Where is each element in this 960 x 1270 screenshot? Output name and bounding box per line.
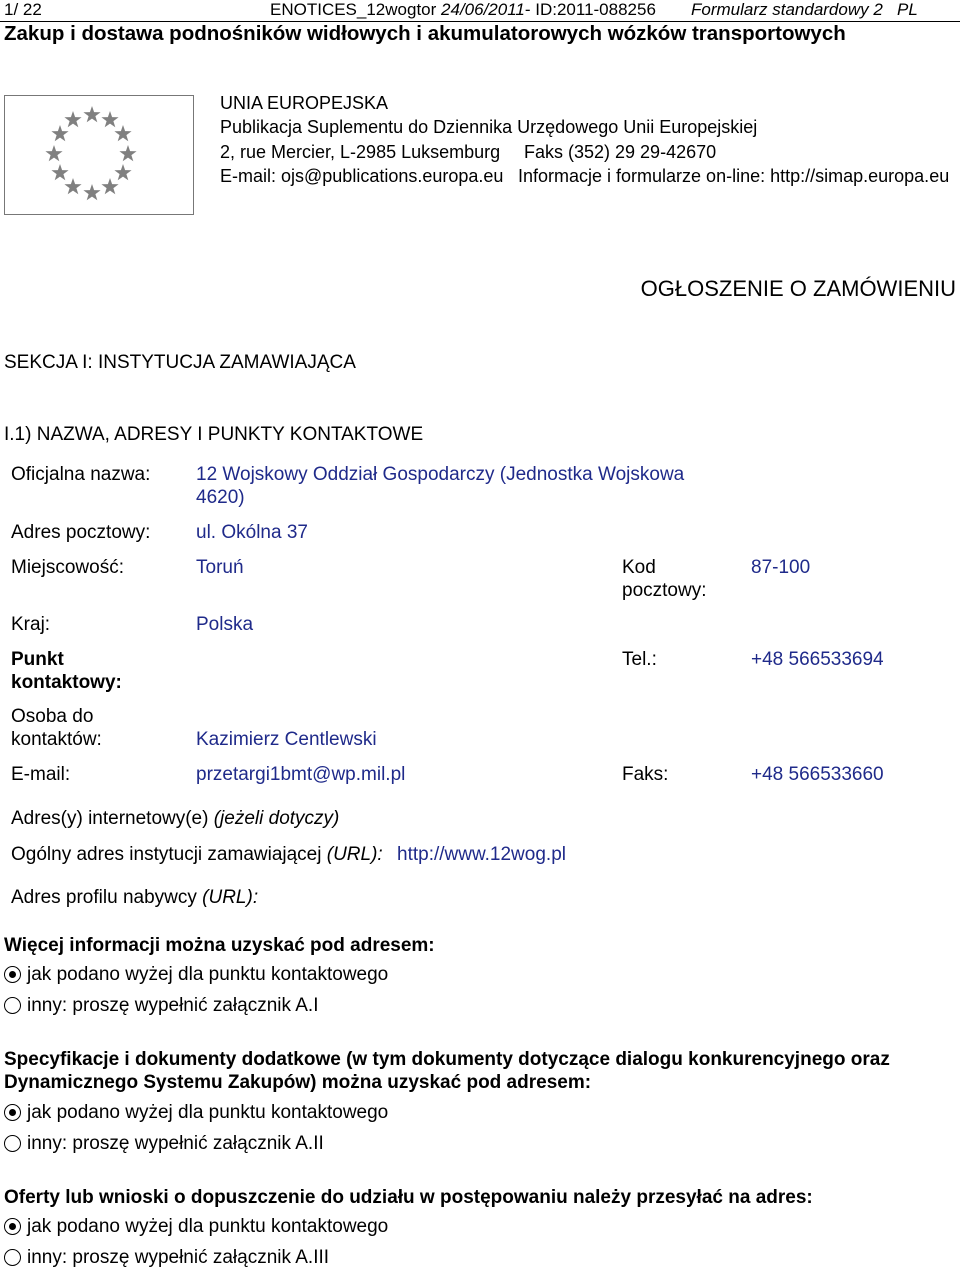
publisher-fax: Faks (352) 29 29-42670 xyxy=(524,142,717,162)
buyer-profile-label xyxy=(11,887,258,909)
person-label-line1: Osoba do xyxy=(11,706,94,727)
publisher-union: UNIA EUROPEJSKA xyxy=(220,93,389,113)
radio-checked-icon[interactable] xyxy=(4,1218,21,1235)
person-label-line2: kontaktów: xyxy=(11,729,102,750)
postcode-value: 87-100 xyxy=(751,557,811,578)
eu-flag-logo xyxy=(4,95,194,215)
city-label: Miejscowość: xyxy=(11,557,124,578)
general-address-url-label: (URL): xyxy=(326,844,383,865)
section-title: SEKCJA I: INSTYTUCJA ZAMAWIAJĄCA xyxy=(4,352,356,373)
postcode-label-line1: Kod xyxy=(622,557,656,578)
country-label: Kraj: xyxy=(11,614,51,635)
publisher-address: 2, rue Mercier, L-2985 Luksemburg xyxy=(220,142,501,162)
email-label: E-mail: xyxy=(11,764,71,785)
subsection-title: I.1) NAZWA, ADRESY I PUNKTY KONTAKTOWE xyxy=(4,424,424,445)
specs-option-1: jak podano wyżej dla punktu kontaktowego xyxy=(27,1102,389,1123)
fax-value: +48 566533660 xyxy=(751,764,884,785)
official-name-label: Oficjalna nazwa: xyxy=(11,464,151,485)
offers-option-2: inny: proszę wypełnić załącznik A.III xyxy=(27,1247,330,1268)
tel-value: +48 566533694 xyxy=(751,649,884,670)
publisher-publication: Publikacja Suplementu do Dziennika Urzędowego Unii Europejskiej xyxy=(220,117,758,137)
radio-checked-icon[interactable] xyxy=(4,1104,21,1121)
fax-label: Faks: xyxy=(622,764,669,785)
tel-label: Tel.: xyxy=(622,649,657,670)
radio-checked-icon[interactable] xyxy=(4,966,21,983)
internet-heading xyxy=(11,808,339,830)
specs-heading-line2: Dynamicznego Systemu Zakupów) można uzyskać pod adresem: xyxy=(4,1072,592,1093)
contact-point-label-line2: kontaktowy: xyxy=(11,672,122,693)
general-address-text: Ogólny adres instytucji zamawiającej xyxy=(11,844,322,865)
postal-address-label: Adres pocztowy: xyxy=(11,522,151,543)
radio-unchecked-icon[interactable] xyxy=(4,1249,21,1266)
offers-heading: Oferty lub wnioski o dopuszczenie do udziału w postępowaniu należy przesyłać na adres: xyxy=(4,1187,813,1208)
notice-date: 24/06/2011 xyxy=(441,0,525,19)
official-name-line1: 12 Wojskowy Oddział Gospodarczy (Jednostka Wojskowa xyxy=(196,464,685,485)
email-value[interactable]: przetargi1bmt@wp.mil.pl xyxy=(196,764,406,785)
page-number: 1/ 22 xyxy=(4,0,42,19)
more-info-option-1: jak podano wyżej dla punktu kontaktowego xyxy=(27,964,389,985)
publisher-info: Informacje i formularze on-line: http://simap.europa.eu xyxy=(518,166,950,186)
person-value: Kazimierz Centlewski xyxy=(196,729,377,750)
buyer-profile-url-label: (URL): xyxy=(202,887,259,908)
notice-title: OGŁOSZENIE O ZAMÓWIENIU xyxy=(640,276,956,301)
internet-heading-label: Adres(y) internetowy(e) xyxy=(11,808,209,829)
specs-option-2: inny: proszę wypełnić załącznik A.II xyxy=(27,1133,324,1154)
language-code: PL xyxy=(896,0,918,19)
internet-heading-note: (jeżeli dotyczy) xyxy=(213,808,340,829)
official-name-line2: 4620) xyxy=(196,487,245,508)
notice-id-prefix: ENOTICES_12wogtor xyxy=(270,0,437,19)
form-type-label: Formularz standardowy 2 xyxy=(691,0,883,19)
radio-unchecked-icon[interactable] xyxy=(4,997,21,1014)
postcode-label-line2: pocztowy: xyxy=(622,580,707,601)
more-info-option-2: inny: proszę wypełnić załącznik A.I xyxy=(27,995,319,1016)
form-type xyxy=(691,0,918,20)
publisher-email: E-mail: ojs@publications.europa.eu xyxy=(220,166,504,186)
radio-unchecked-icon[interactable] xyxy=(4,1135,21,1152)
buyer-profile-text: Adres profilu nabywcy xyxy=(11,887,197,908)
notice-id xyxy=(270,0,656,20)
country-value: Polska xyxy=(196,614,254,635)
general-address-value[interactable]: http://www.12wog.pl xyxy=(397,844,566,865)
contact-point-label-line1: Punkt xyxy=(11,649,64,670)
page-title: Zakup i dostawa podnośników widłowych i akumulatorowych wózków transportowych xyxy=(4,22,846,45)
city-value: Toruń xyxy=(196,557,244,578)
general-address-label xyxy=(11,844,383,866)
eu-flag-stars-icon xyxy=(5,96,193,214)
postal-address-value: ul. Okólna 37 xyxy=(196,522,308,543)
offers-option-1: jak podano wyżej dla punktu kontaktowego xyxy=(27,1216,389,1237)
notice-id-suffix: - ID:2011-088256 xyxy=(524,0,656,19)
more-info-heading: Więcej informacji można uzyskać pod adresem: xyxy=(4,935,435,956)
specs-heading-line1: Specyfikacje i dokumenty dodatkowe (w tym dokumenty dotyczące dialogu konkurencyjnego oraz xyxy=(4,1049,890,1070)
